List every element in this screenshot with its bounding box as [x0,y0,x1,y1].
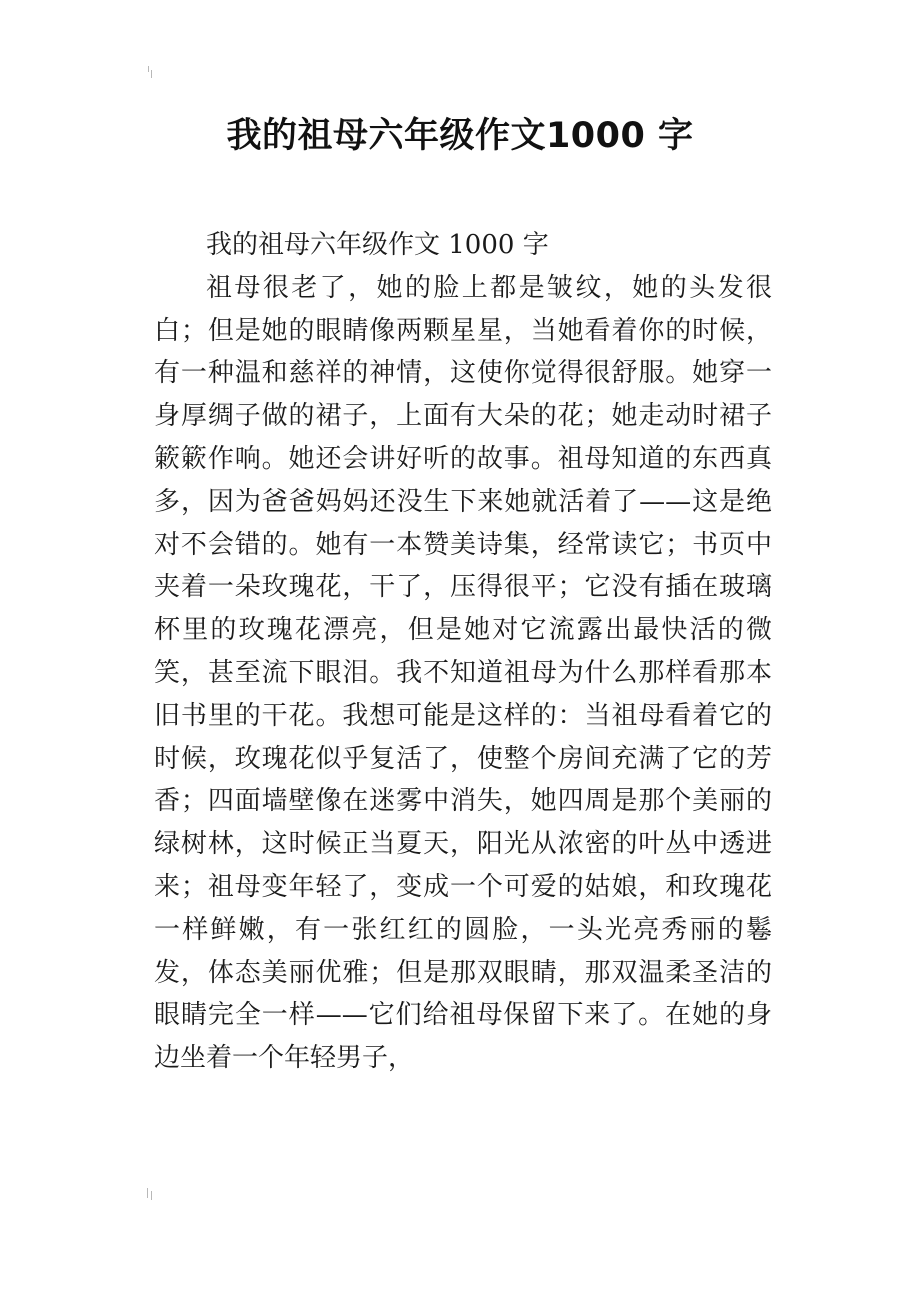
document-subtitle: 我的祖母六年级作文 1000 字 [206,230,549,260]
crop-mark-top-left [146,66,156,80]
document-title: 我的祖母六年级作文1000 字 [226,116,694,156]
body-paragraph: 祖母很老了，她的脸上都是皱纹，她的头发很白；但是她的眼睛像两颗星星，当她看着你的时候，有一种温和慈祥的神情，这使你觉得很舒服。她穿一身厚绸子做的裙子，上面有大朵的花；她走动时裙子簌簌作响。她还会讲好听的故事。祖母知道的东西真多，因为爸爸妈妈还没生下来她就活着了——这是绝对不会错的。她有一本赞美诗集，经常读它；书页中夹着一朵玫瑰花，干了，压得很平；它没有插在玻璃杯里的玫瑰花漂亮，但是她对它流露出最快活的微笑，甚至流下眼泪。我不知道祖母为什么那样看那本旧书里的干花。我想可能是这样的：当祖母看着它的时候，玫瑰花似乎复活了，使整个房间充满了它的芳香；四面墙壁像在迷雾中消失，她四周是那个美丽的绿树林，这时候正当夏天，阳光从浓密的叶丛中透进来；祖母变年轻了，变成一个可爱的姑娘，和玫瑰花一样鲜嫩，有一张红红的圆脸，一头光亮秀丽的鬈发，体态美丽优雅；但是那双眼睛，那双温柔圣洁的眼睛完全一样——它们给祖母保留下来了。在她的身边坐着一个年轻男子， [154,272,772,1074]
crop-mark-bottom-left [144,1188,154,1202]
document-body [154,224,772,1080]
